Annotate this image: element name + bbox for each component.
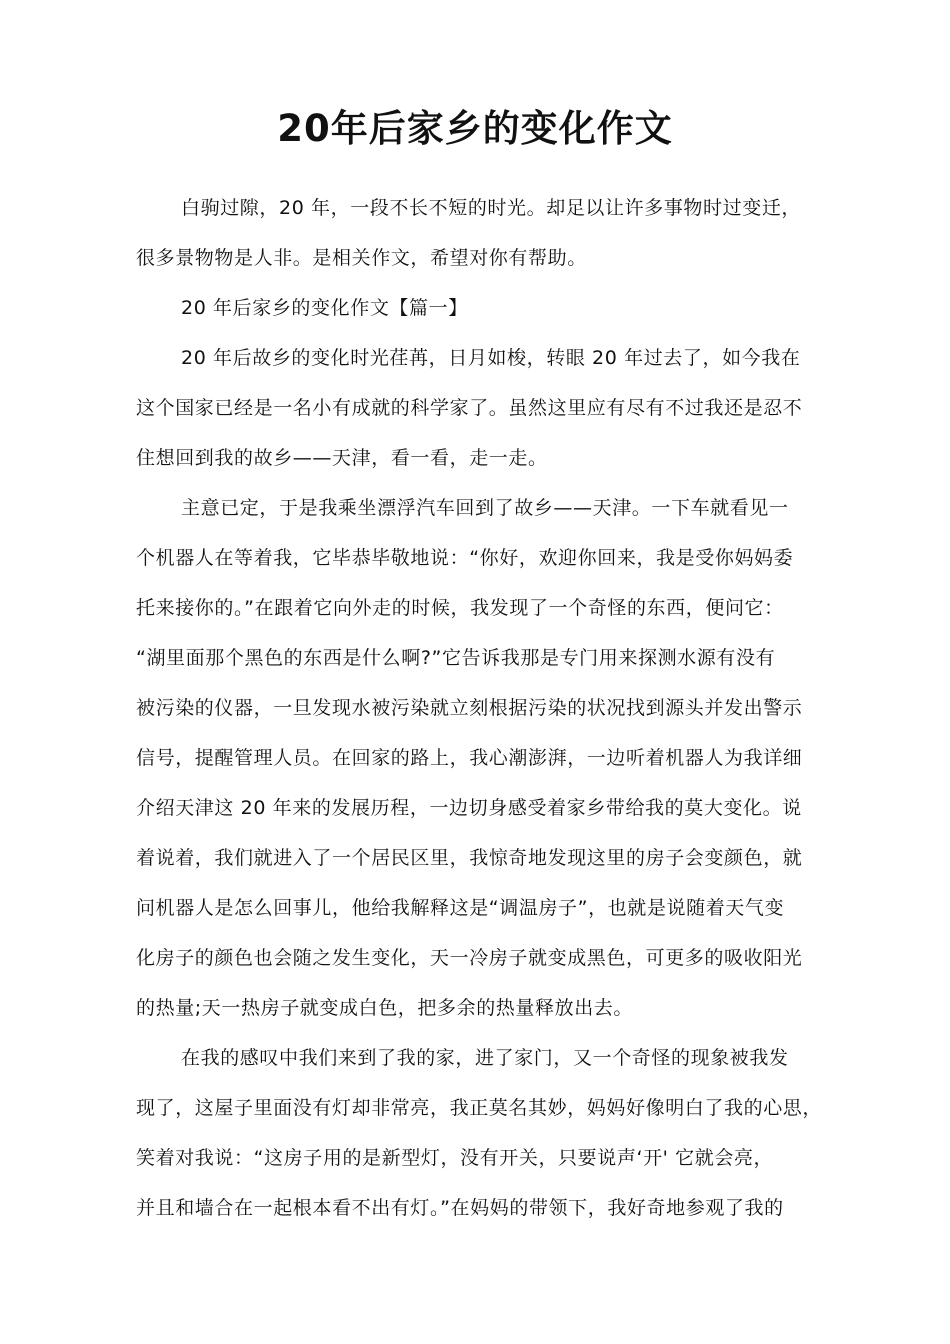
paragraph-line: 托来接你的。”在跟着它向外走的时候，我发现了一个奇怪的东西，便问它：	[136, 597, 784, 619]
paragraph-line: 个机器人在等着我，它毕恭毕敬地说：“你好，欢迎你回来，我是受你妈妈委	[136, 547, 794, 569]
paragraph-line: 被污染的仪器，一旦发现水被污染就立刻根据污染的状况找到源头并发出警示	[136, 697, 803, 719]
paragraph-line: 20 年后故乡的变化时光荏苒，日月如梭，转眼 20 年过去了，如今我在	[181, 347, 801, 369]
paragraph-line: 住想回到我的故乡——天津，看一看，走一走。	[136, 447, 548, 469]
paragraph-line: 信号，提醒管理人员。在回家的路上，我心潮澎湃，一边听着机器人为我详细	[136, 747, 803, 769]
document-title: 20年后家乡的变化作文	[277, 107, 673, 150]
paragraph-line: 问机器人是怎么回事儿，他给我解释这是“调温房子”，也就是说随着天气变	[136, 897, 785, 919]
section-heading: 20 年后家乡的变化作文【篇一】	[181, 297, 468, 319]
paragraph-line: “湖里面那个黑色的东西是什么啊?”它告诉我那是专门用来探测水源有没有	[136, 647, 776, 669]
paragraph-line: 着说着，我们就进入了一个居民区里，我惊奇地发现这里的房子会变颜色，就	[136, 847, 803, 869]
paragraph-line: 白驹过隙，20 年，一段不长不短的时光。却足以让许多事物时过变迁，	[181, 197, 802, 219]
paragraph-line: 这个国家已经是一名小有成就的科学家了。虽然这里应有尽有不过我还是忍不	[136, 397, 803, 419]
paragraph-line: 现了，这屋子里面没有灯却非常亮，我正莫名其妙，妈妈好像明白了我的心思，	[136, 1097, 823, 1119]
paragraph-line: 介绍天津这 20 年来的发展历程，一边切身感受着家乡带给我的莫大变化。说	[136, 797, 802, 819]
paragraph-line: 笑着对我说：“这房子用的是新型灯，没有开关，只要说声‘开' 它就会亮，	[136, 1147, 774, 1169]
paragraph-line: 主意已定，于是我乘坐漂浮汽车回到了故乡——天津。一下车就看见一	[181, 497, 789, 519]
paragraph-line: 并且和墙合在一起根本看不出有灯。”在妈妈的带领下，我好奇地参观了我的	[136, 1197, 784, 1219]
paragraph-line: 很多景物物是人非。是相关作文，希望对你有帮助。	[136, 247, 587, 269]
paragraph-line: 化房子的颜色也会随之发生变化，天一冷房子就变成黑色，可更多的吸收阳光	[136, 947, 803, 969]
paragraph-line: 的热量;天一热房子就变成白色，把多余的热量释放出去。	[136, 997, 634, 1019]
paragraph-line: 在我的感叹中我们来到了我的家，进了家门，又一个奇怪的现象被我发	[181, 1047, 789, 1069]
